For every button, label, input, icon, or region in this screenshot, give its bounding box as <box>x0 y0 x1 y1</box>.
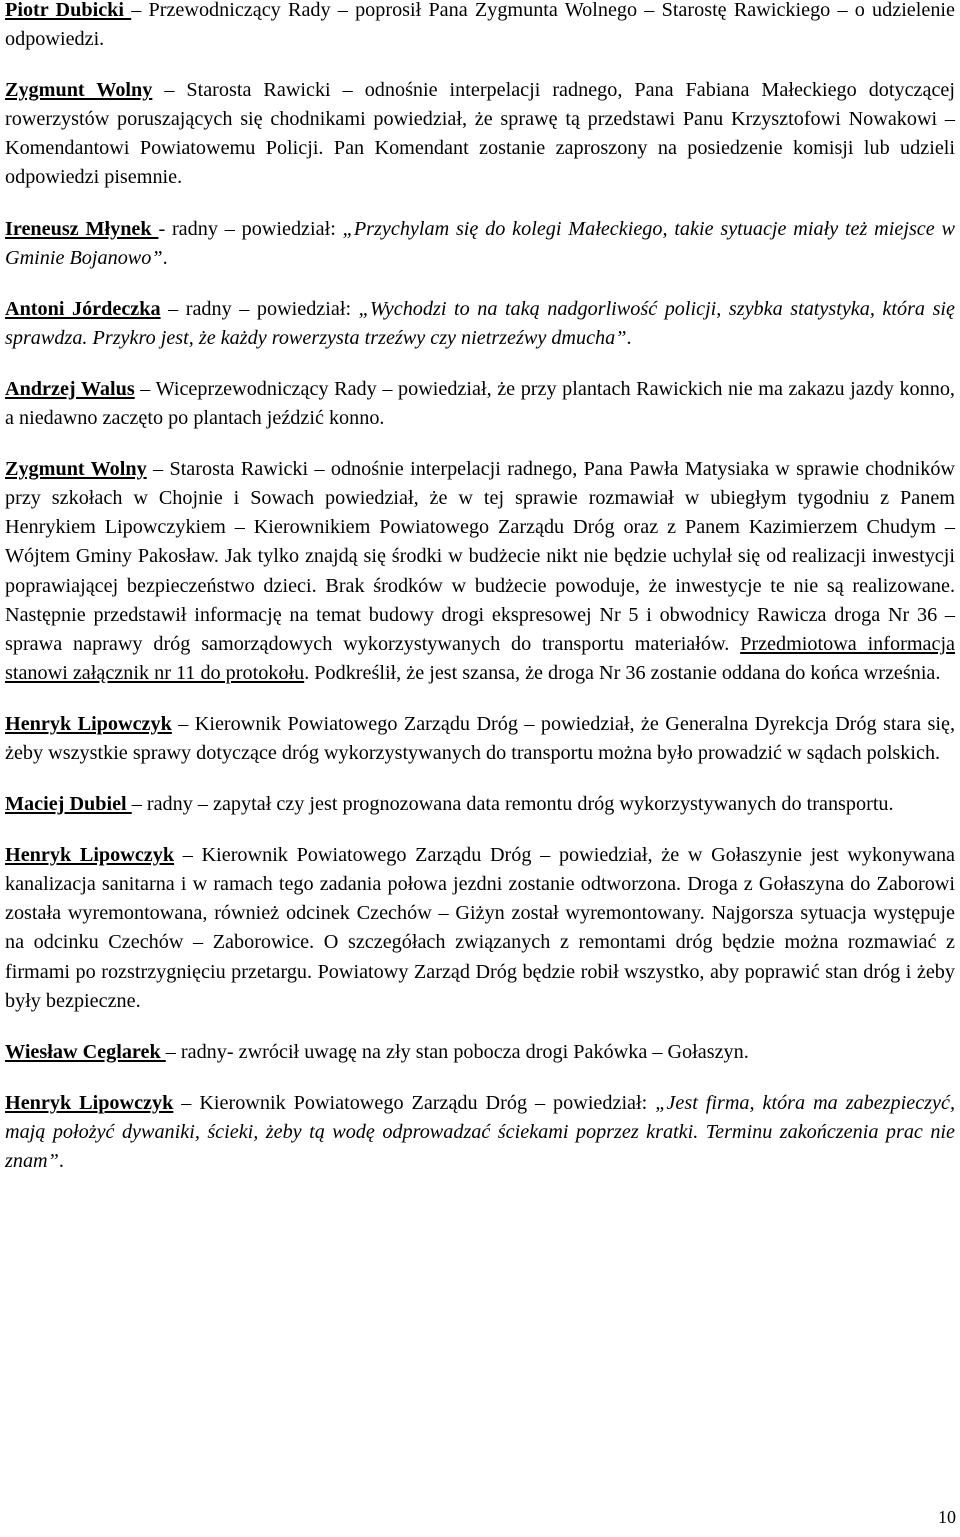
paragraph-after: . Podkreślił, że jest szansa, że droga Nr 36 zostanie oddana do końca września. <box>304 661 941 684</box>
paragraph-text: – Wiceprzewodniczący Rady – powiedział, że przy plantach Rawickich nie ma zakazu jazdy konno, a niedawno zaczęto po plantach jeździć konno. <box>5 377 955 430</box>
paragraph-after: . <box>626 326 632 349</box>
paragraph-lipowczyk-1 <box>5 710 955 768</box>
paragraph-walus <box>5 375 955 433</box>
speaker-name: Henryk Lipowczyk <box>5 844 175 867</box>
paragraph-mlynek <box>5 215 955 273</box>
paragraph-lipowczyk-2 <box>5 841 955 1016</box>
paragraph-text: – radny – zapytał czy jest prognozowana data remontu dróg wykorzystywanych do transportu. <box>131 793 894 816</box>
paragraph-lipowczyk-3 <box>5 1089 955 1176</box>
paragraph-text: - radny – powiedział: <box>158 217 343 240</box>
speaker-name: Henryk Lipowczyk <box>5 712 172 735</box>
speaker-name: Maciej Dubiel <box>5 793 132 816</box>
paragraph-text: – radny- zwrócił uwagę na zły stan pobocza drogi Pakówka – Gołaszyn. <box>165 1040 749 1063</box>
page-number: 10 <box>938 1507 956 1527</box>
paragraph-wolny-1 <box>5 76 955 192</box>
speaker-name: Zygmunt Wolny <box>5 458 147 481</box>
speaker-name: Zygmunt Wolny <box>5 79 153 102</box>
paragraph-text: – Kierownik Powiatowego Zarządu Dróg – powiedział, że w Gołaszynie jest wykonywana kanalizacja sanitarna i w ramach tego zadania połowa jezdni zostanie odtworzona. Droga z Gołaszyna do Zaborowi została wyremontowana, również odcinek Czechów – Giżyn został wyremontowany. Najgorsza sytuacja występuje na odcinku Czechów – Zaborowice. O szczegółach związanych z remontami dróg będzie można rozmawiać z firmami po rozstrzygnięciu przetargu. Powiatowy Zarząd Dróg będzie robił wszystko, aby poprawić stan dróg i żeby były bezpieczne. <box>5 844 955 1012</box>
speaker-name: Wiesław Ceglarek <box>5 1040 166 1063</box>
paragraph-after: . <box>58 1150 64 1172</box>
speaker-name: Henryk Lipowczyk <box>5 1091 174 1114</box>
paragraph-quote: „Jest firma, która ma zabezpieczyć, mają położyć dywaniki, ścieki, żeby tą wodę odprowadzać ściekami poprzez kratki. Terminu zakończenia prac nie znam” <box>5 1091 955 1172</box>
speaker-name: Andrzej Walus <box>5 377 135 400</box>
paragraph-after: . <box>162 246 168 269</box>
paragraph-text: – Starosta Rawicki – odnośnie interpelacji radnego, Pana Pawła Matysiaka w sprawie chodników przy szkołach w Chojnie i Sowach powiedział, że w tej sprawie rozmawiał w ubiegłym tygodniu z Panem Henrykiem Lipowczykiem – Kierownikiem Powiatowego Zarządu Dróg oraz z Panem Kazimierzem Chudym – Wójtem Gminy Pakosław. Jak tylko znajdą się środki w budżecie nikt nie będzie uchylał się od realizacji inwestycji poprawiającej bezpieczeństwo dzieci. Brak środków w budżecie powoduje, że inwestycje te nie są realizowane. Następnie przedstawił informację na temat budowy drogi ekspresowej Nr 5 i obwodnicy Rawicza droga Nr 36 – sprawa naprawy dróg samorządowych wykorzystywanych do transportu materiałów. <box>5 458 955 655</box>
paragraph-text: – Przewodniczący Rady – poprosił Pana Zygmunta Wolnego – Starostę Rawickiego – o udzielenie odpowiedzi. <box>5 0 955 51</box>
speaker-name: Antoni Jórdeczka <box>5 297 161 320</box>
document-page <box>5 0 955 1198</box>
paragraph-dubicki <box>5 0 955 54</box>
paragraph-ceglarek <box>5 1038 955 1067</box>
paragraph-text: – radny – powiedział: <box>160 297 359 320</box>
paragraph-text: – Kierownik Powiatowego Zarządu Dróg – powiedział: <box>173 1091 656 1114</box>
paragraph-jordeczka <box>5 295 955 353</box>
paragraph-text: – Kierownik Powiatowego Zarządu Dróg – powiedział, że Generalna Dyrekcja Dróg stara się, żeby wszystkie sprawy dotyczące dróg wykorzystywanych do transportu można było prowadzić w sądach polskich. <box>5 712 955 764</box>
speaker-name: Piotr Dubicki <box>5 0 132 21</box>
paragraph-dubiel <box>5 790 955 819</box>
paragraph-quote: „Wychodzi to na taką nadgorliwość policji, szybka statystyka, która się sprawdza. Przykro jest, że każdy rowerzysta trzeźwy czy nietrzeźwy dmucha” <box>5 297 955 349</box>
speaker-name: Ireneusz Młynek <box>5 217 159 240</box>
paragraph-text: – Starosta Rawicki – odnośnie interpelacji radnego, Pana Fabiana Małeckiego dotyczącej rowerzystów poruszających się chodnikami powiedział, że sprawę tą przedstawi Panu Krzysztofowi Nowakowi – Komendantowi Powiatowemu Policji. Pan Komendant zostanie zaproszony na posiedzenie komisji lub udzieli odpowiedzi pisemnie. <box>5 79 955 189</box>
paragraph-wolny-2 <box>5 455 955 688</box>
paragraph-quote: „Przychylam się do kolegi Małeckiego, takie sytuacje miały też miejsce w Gminie Bojanowo” <box>5 217 955 269</box>
attachment-reference: Przedmiotowa informacja stanowi załącznik nr 11 do protokołu <box>5 632 956 684</box>
